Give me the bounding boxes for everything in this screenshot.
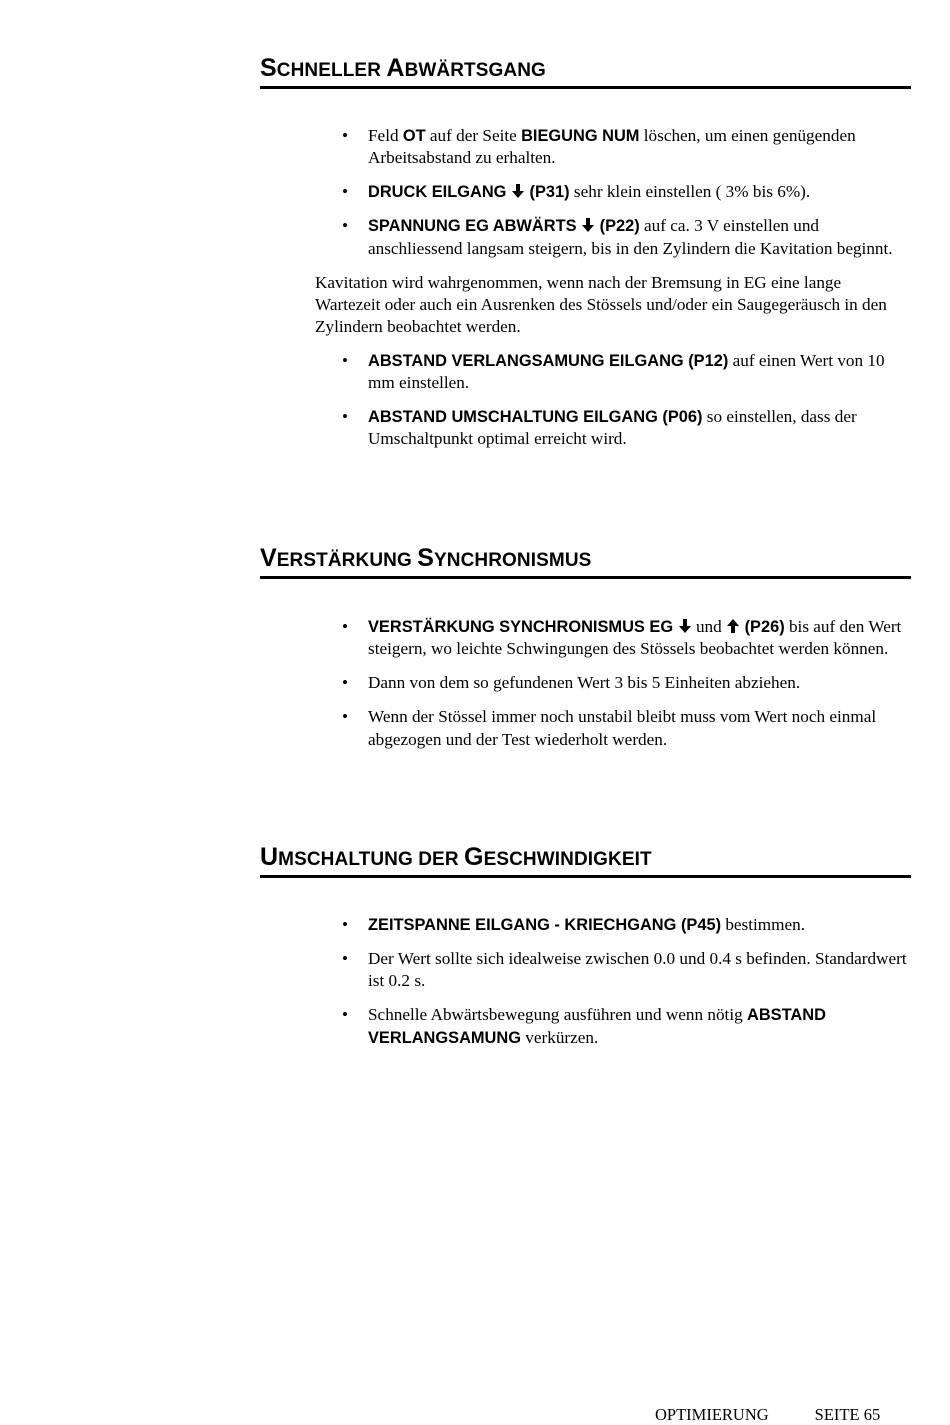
list-item: • SPANNUNG EG ABWÄRTS (P22) auf ca. 3 V einstellen und anschliessend langsam steigern, bis in den Zylindern die Kavitation beginnt. bbox=[315, 215, 915, 260]
section-body-schneller-abwaertsgang bbox=[315, 125, 915, 462]
list-item: • Dann von dem so gefundenen Wert 3 bis 5 Einheiten abziehen. bbox=[315, 672, 915, 694]
section-title-verstaerkung-synchronismus: VERSTÄRKUNG SYNCHRONISMUS bbox=[260, 546, 911, 579]
arrow-down-icon bbox=[678, 619, 692, 633]
section-title-umschaltung-geschwindigkeit: UMSCHALTUNG DER GESCHWINDIGKEIT bbox=[260, 845, 911, 878]
footer-page-number: SEITE 65 bbox=[814, 1405, 881, 1424]
bullet-list bbox=[315, 914, 915, 1049]
list-item: • ABSTAND UMSCHALTUNG EILGANG (P06) so einstellen, dass der Umschaltpunkt optimal erreicht wird. bbox=[315, 406, 915, 451]
list-item: • ABSTAND VERLANGSAMUNG EILGANG (P12) auf einen Wert von 10 mm einstellen. bbox=[315, 350, 915, 395]
list-item: • Wenn der Stössel immer noch unstabil bleibt muss vom Wert noch einmal abgezogen und der Test wiederholt werden. bbox=[315, 706, 915, 751]
list-item: • Der Wert sollte sich idealweise zwischen 0.0 und 0.4 s befinden. Standardwert ist 0.2 s. bbox=[315, 948, 915, 993]
list-item: • ZEITSPANNE EILGANG - KRIECHGANG (P45) bestimmen. bbox=[315, 914, 915, 936]
paragraph-kavitation: Kavitation wird wahrgenommen, wenn nach der Bremsung in EG eine lange Wartezeit oder auch ein Ausrenken des Stössels und/oder ein Saugegeräusch in den Zylindern beobachtet werden. bbox=[315, 272, 887, 337]
section-body-umschaltung-geschwindigkeit bbox=[315, 914, 915, 1061]
arrow-up-icon bbox=[726, 619, 740, 633]
bullet-list bbox=[315, 125, 915, 260]
footer-chapter: OPTIMIERUNG bbox=[655, 1405, 769, 1424]
section-title-schneller-abwaertsgang: SCHNELLER ABWÄRTSGANG bbox=[260, 56, 911, 89]
list-item: • DRUCK EILGANG (P31) sehr klein einstellen ( 3% bis 6%). bbox=[315, 181, 915, 203]
list-item: • VERSTÄRKUNG SYNCHRONISMUS EG und (P26) bis auf den Wert steigern, wo leichte Schwingungen des Stössels beobachtet werden können. bbox=[315, 616, 915, 661]
arrow-down-icon bbox=[511, 184, 525, 198]
bullet-list bbox=[315, 350, 915, 451]
section-body-verstaerkung-synchronismus bbox=[315, 616, 915, 763]
bullet-list bbox=[315, 616, 915, 751]
arrow-down-icon bbox=[581, 218, 595, 232]
list-item: • Schnelle Abwärtsbewegung ausführen und wenn nötig ABSTAND VERLANGSAMUNG verkürzen. bbox=[315, 1004, 915, 1049]
list-item: • Feld OT auf der Seite BIEGUNG NUM löschen, um einen genügenden Arbeitsabstand zu erhalten. bbox=[315, 125, 915, 170]
page-footer bbox=[655, 1405, 880, 1425]
